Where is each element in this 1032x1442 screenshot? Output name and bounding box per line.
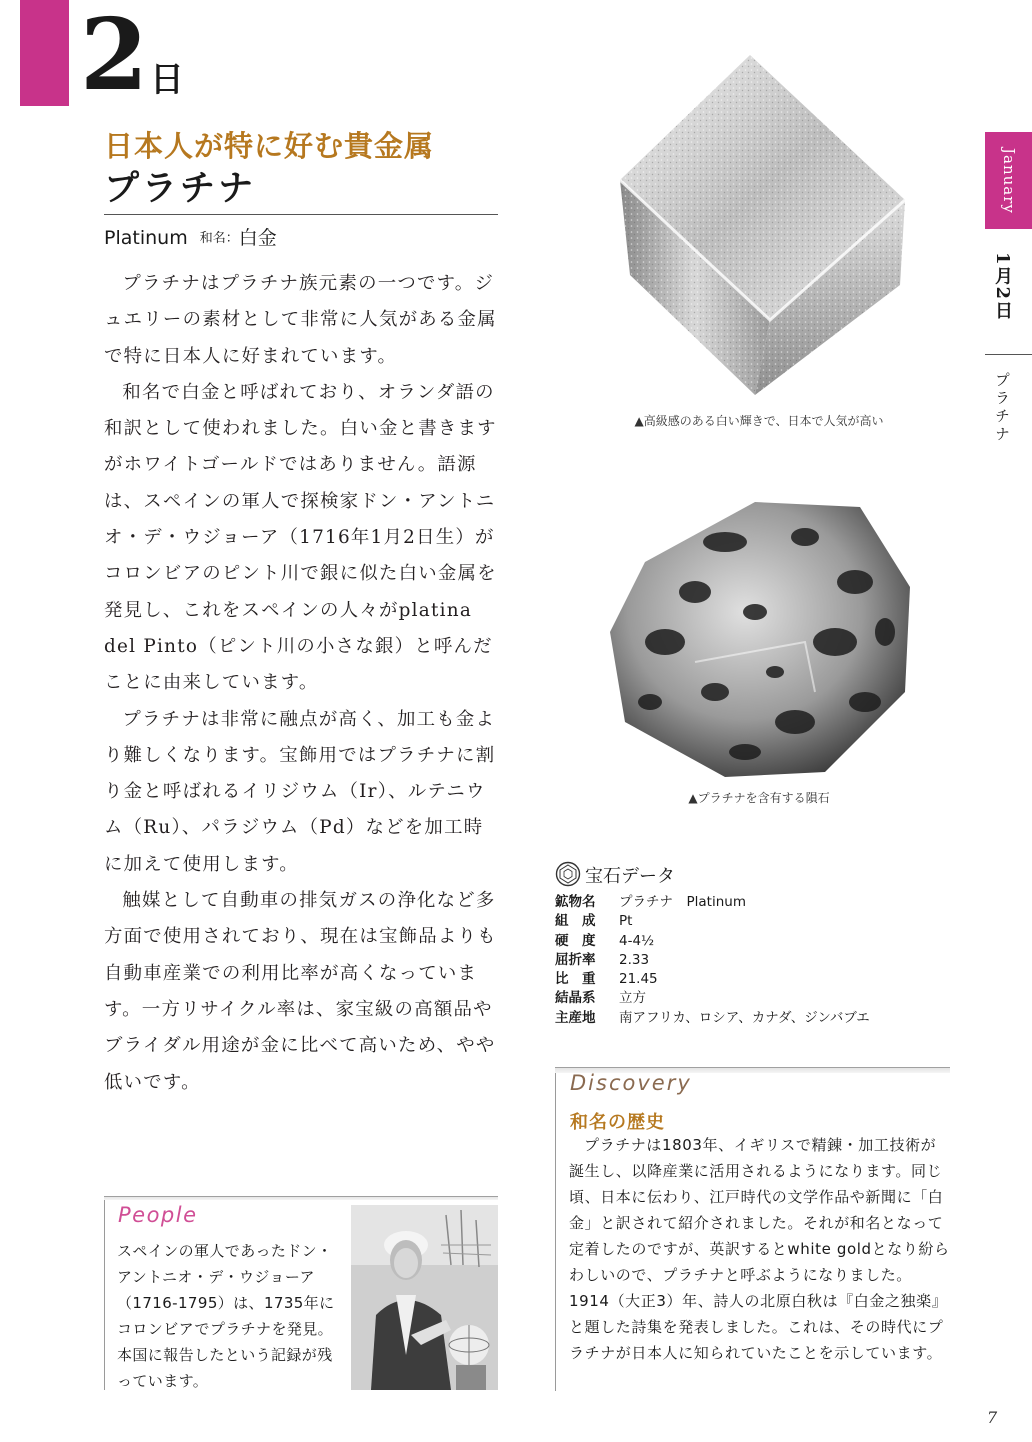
gem-data-row [555, 970, 870, 989]
people-box-top-rule [104, 1196, 498, 1200]
gem-data-label: 鉱物名 [555, 894, 596, 910]
month-label: January [1000, 147, 1018, 214]
gem-data-label: 屈折率 [555, 951, 596, 968]
body-paragraph: 触媒として自動車の排気ガスの浄化など多方面で使用されており、現在は宝飾品よりも自動車産業での利用比率が高くなっています。一方リサイクル率は、家宝級の高額品やブライダル用途が金に比べて高いため、やや低いです。 [104, 890, 497, 1093]
people-label: People [118, 1203, 198, 1227]
gem-data-value: 4-4½ [619, 932, 655, 949]
gem-data-heading [555, 861, 675, 891]
people-text: スペインの軍人であったドン・アントニオ・デ・ウジョーア（1716-1795）は、1735年にコロンビアでプラチナを発見。本国に報告したという記録が残っています。 [117, 1242, 335, 1390]
gem-data-value: 2.33 [619, 951, 650, 968]
body-paragraph: プラチナはプラチナ族元素の一つです。ジュエリーの素材として非常に人気がある金属で特に日本人に好まれています。 [104, 273, 497, 367]
photo-caption: ▲高級感のある白い輝きで、日本で人気が高い [634, 414, 884, 428]
body-paragraph: 和名で白金と呼ばれており、オランダ語の和訳として使われました。白い金と書きますがホワイトゴールドではありません。語源は、スペインの軍人で探検家ドン・アントニオ・デ・ウジョーア（1716年1月2日生）がコロンビアのピント川で銀に似た白い金属を発見し、これをスペインの人々がplatina del Pinto（ピント川の小さな銀）と呼んだことに由来しています。 [104, 381, 497, 694]
discovery-label: Discovery [570, 1071, 692, 1095]
gem-data-label: 結晶系 [555, 990, 596, 1007]
gem-data-row [555, 932, 870, 951]
day-number: 2 [80, 0, 149, 113]
english-name: Platinum [104, 227, 188, 249]
gem-data-label: 硬 度 [555, 932, 596, 949]
sidebar-divider [985, 354, 1032, 355]
body-paragraph: プラチナは非常に融点が高く、加工も金より難しくなります。宝飾用ではプラチナに割り金と呼ばれるイリジウム（Ir）、ルテニウム（Ru）、パラジウム（Pd）などを加工時に加えて使用します。 [104, 708, 496, 875]
gem-icon [555, 861, 581, 887]
gem-data-value: 立方 [619, 990, 646, 1007]
gem-data-row [555, 989, 870, 1008]
gem-data-row [555, 893, 870, 912]
gem-data-row [555, 951, 870, 970]
gem-data-label: 組 成 [555, 913, 596, 930]
page-subtitle: 日本人が特に好む貴金属 [104, 129, 435, 163]
article-body [104, 266, 500, 1101]
day-color-tab [20, 0, 69, 106]
portrait-illustration [351, 1205, 498, 1390]
sidebar-name: プラチナ [993, 372, 1011, 444]
photo-caption: ▲プラチナを含有する隕石 [688, 791, 830, 805]
platinum-cube-photo [600, 50, 920, 405]
gem-data-row [555, 1009, 870, 1028]
gem-data-value: 南アフリカ、ロシア、カナダ、ジンバブエ [619, 1009, 870, 1026]
meteorite-photo [605, 492, 917, 782]
gem-data-row [555, 912, 870, 931]
sidebar-date: 1月2日 [992, 252, 1013, 322]
japanese-name-label: 和名： [199, 231, 239, 246]
japanese-name: 白金 [238, 227, 277, 249]
discovery-paragraph: プラチナは1803年、イギリスで精錬・加工技術が誕生し、以降産業に活用されるようになります。同じ頃、日本に伝わり、江戸時代の文学作品や新聞に「白金」と訳されて紹介されました。それが和名となって定着したのですが、英訳するとwhite goldとなり紛らわしいので、プラチナと呼ぶようになりました。1914（大正3）年、詩人の北原白秋は『白金之独楽』と題した詩集を発表しました。これは、その時代にプラチナが日本人に知られていたことを示しています。 [569, 1136, 950, 1362]
gem-data-title: 宝石データ [585, 866, 675, 887]
gem-data-label: 主産地 [555, 1009, 596, 1026]
discovery-text [569, 1132, 951, 1366]
day-unit: 日 [150, 60, 184, 100]
title-divider [104, 214, 498, 215]
gem-data-value: プラチナ Platinum [619, 894, 746, 910]
gem-data-value: Pt [619, 913, 633, 930]
discovery-title: 和名の歴史 [570, 1112, 665, 1133]
name-row [104, 224, 277, 253]
gem-data-table [555, 893, 870, 1028]
gem-data-label: 比 重 [555, 971, 596, 988]
page-title: プラチナ [104, 168, 257, 209]
gem-data-value: 21.45 [619, 971, 658, 988]
page-number: 7 [987, 1408, 998, 1427]
